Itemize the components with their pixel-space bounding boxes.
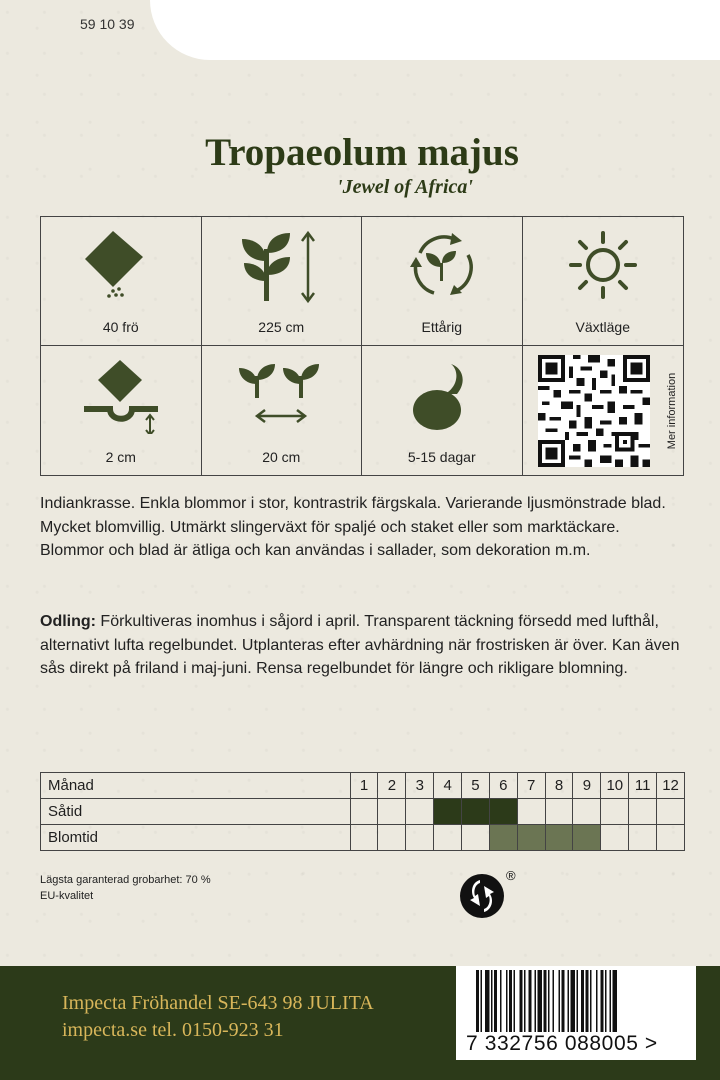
barcode-bar (568, 970, 570, 1032)
barcode-bar (494, 970, 497, 1032)
bloom-month-9-active (573, 825, 601, 851)
month-9: 9 (573, 773, 601, 799)
barcode-digits: 7 332756 088005 > (466, 1032, 658, 1055)
barcode-bar (596, 970, 598, 1032)
barcode-bar (509, 970, 512, 1032)
qr-cell[interactable] (523, 346, 684, 475)
barcode-bar (559, 970, 561, 1032)
sun-icon (565, 229, 641, 301)
barcode-bar (538, 970, 543, 1032)
bloom-row (41, 825, 685, 851)
plant-spacing-icon (235, 358, 327, 430)
bloom-month-7-active (517, 825, 545, 851)
quality-class: EU-kvalitet (40, 890, 94, 902)
plant-height-label: 225 cm (258, 319, 305, 335)
month-8: 8 (545, 773, 573, 799)
barcode-bar (601, 970, 604, 1032)
month-5: 5 (462, 773, 490, 799)
barcode-bar (524, 970, 526, 1032)
germination-label: 5-15 dagar (407, 449, 476, 465)
germination-cell (362, 346, 523, 475)
seed-count-cell (41, 217, 202, 346)
barcode-bar (476, 970, 479, 1032)
growing-instructions (40, 610, 685, 681)
barcode-bar (613, 970, 618, 1032)
sowing-row (41, 799, 685, 825)
position-cell (523, 217, 684, 346)
more-info-label: Mer information (666, 372, 678, 449)
sowing-month-8 (545, 799, 573, 825)
qr-code-icon[interactable] (538, 355, 650, 467)
annual-cycle-icon (406, 229, 478, 301)
barcode-bar (562, 970, 565, 1032)
barcode-bar (586, 970, 589, 1032)
sowing-row-label: Såtid (41, 799, 351, 825)
article-number: 59 10 39 (80, 16, 135, 32)
barcode-bar (577, 970, 579, 1032)
plant-spacing-cell (202, 346, 363, 475)
calendar-header-row (41, 773, 685, 799)
lifecycle-label: Ettårig (421, 319, 462, 335)
bloom-month-12 (657, 825, 685, 851)
barcode (456, 966, 696, 1060)
barcode-bar (553, 970, 555, 1032)
plant-height-cell (202, 217, 363, 346)
bloom-month-5 (462, 825, 490, 851)
month-1: 1 (350, 773, 378, 799)
barcode-bar (605, 970, 607, 1032)
barcode-bar (535, 970, 537, 1032)
barcode-bar (500, 970, 502, 1032)
month-6: 6 (489, 773, 517, 799)
sowing-month-12 (657, 799, 685, 825)
plant-spacing-label: 20 cm (262, 449, 301, 465)
registered-mark: ® (506, 868, 516, 883)
month-4: 4 (434, 773, 462, 799)
calendar-header-label: Månad (41, 773, 351, 799)
description-text: Indiankrasse. Enkla blommor i stor, kontrastrik färgskala. Varierande ljusmönstrade blad. Mycket blomvillig. Utmärkt slingerväxt för spaljé och staket eller som marktäckare. Blommor och blad är ätliga och kan användas i sallader, som dekoration m.m. (40, 495, 666, 559)
plant-height-icon (236, 229, 326, 305)
barcode-bar (485, 970, 490, 1032)
position-label: Växtläge (575, 319, 630, 335)
company-info (62, 990, 374, 1044)
bloom-month-2 (378, 825, 406, 851)
sowing-calendar (40, 772, 685, 851)
bloom-month-4 (434, 825, 462, 851)
fine-print (40, 872, 211, 904)
growing-label: Odling: (40, 613, 96, 630)
barcode-bar (581, 970, 584, 1032)
barcode-bar (491, 970, 493, 1032)
sowing-month-9 (573, 799, 601, 825)
sowing-month-2 (378, 799, 406, 825)
info-icon-grid (40, 216, 684, 476)
month-10: 10 (601, 773, 629, 799)
hanging-tab (150, 0, 720, 60)
germination-rate: Lägsta garanterad grobarhet: 70 % (40, 874, 211, 886)
company-contact: impecta.se tel. 0150-923 31 (62, 1019, 284, 1041)
barcode-bar (514, 970, 516, 1032)
sowing-month-7 (517, 799, 545, 825)
sowing-month-5-active (462, 799, 490, 825)
bloom-month-3 (406, 825, 434, 851)
bloom-month-11 (629, 825, 657, 851)
seed-bag-icon (81, 229, 161, 301)
sowing-depth-label: 2 cm (105, 449, 136, 465)
page-title: Tropaeolum majus (205, 131, 519, 174)
barcode-bar (544, 970, 547, 1032)
bloom-month-1 (350, 825, 378, 851)
lifecycle-cell (362, 217, 523, 346)
bloom-month-10 (601, 825, 629, 851)
sowing-month-11 (629, 799, 657, 825)
bloom-month-6-active (489, 825, 517, 851)
month-2: 2 (378, 773, 406, 799)
seed-count-label: 40 frö (102, 319, 139, 335)
month-11: 11 (629, 773, 657, 799)
barcode-bar (481, 970, 483, 1032)
barcode-bar (548, 970, 550, 1032)
barcode-bar (506, 970, 508, 1032)
barcode-bar (571, 970, 576, 1032)
sowing-depth-icon (76, 358, 166, 434)
month-3: 3 (406, 773, 434, 799)
germination-icon (407, 358, 477, 434)
sowing-month-3 (406, 799, 434, 825)
bloom-month-8-active (545, 825, 573, 851)
sowing-month-10 (601, 799, 629, 825)
barcode-bar (529, 970, 532, 1032)
growing-text: Förkultiveras inomhus i såjord i april. Transparent täckning försedd med lufthål, alternativt lufta regelbundet. Utplanteras efter avhärdning när frostrisken är över. Kan även sås direkt på friland i maj-juni. Rensa regelbundet för längre och rikligare blomning. (40, 613, 680, 677)
bloom-row-label: Blomtid (41, 825, 351, 851)
barcode-bar (520, 970, 523, 1032)
sowing-month-1 (350, 799, 378, 825)
sowing-month-4-active (434, 799, 462, 825)
barcode-bar (590, 970, 592, 1032)
sowing-month-6-active (489, 799, 517, 825)
sowing-depth-cell (41, 346, 202, 475)
barcode-bar (610, 970, 612, 1032)
company-address: Impecta Fröhandel SE-643 98 JULITA (62, 992, 374, 1014)
variety-name: 'Jewel of Africa' (337, 176, 473, 198)
month-7: 7 (517, 773, 545, 799)
green-dot-recycle-icon (458, 868, 522, 920)
month-12: 12 (657, 773, 685, 799)
